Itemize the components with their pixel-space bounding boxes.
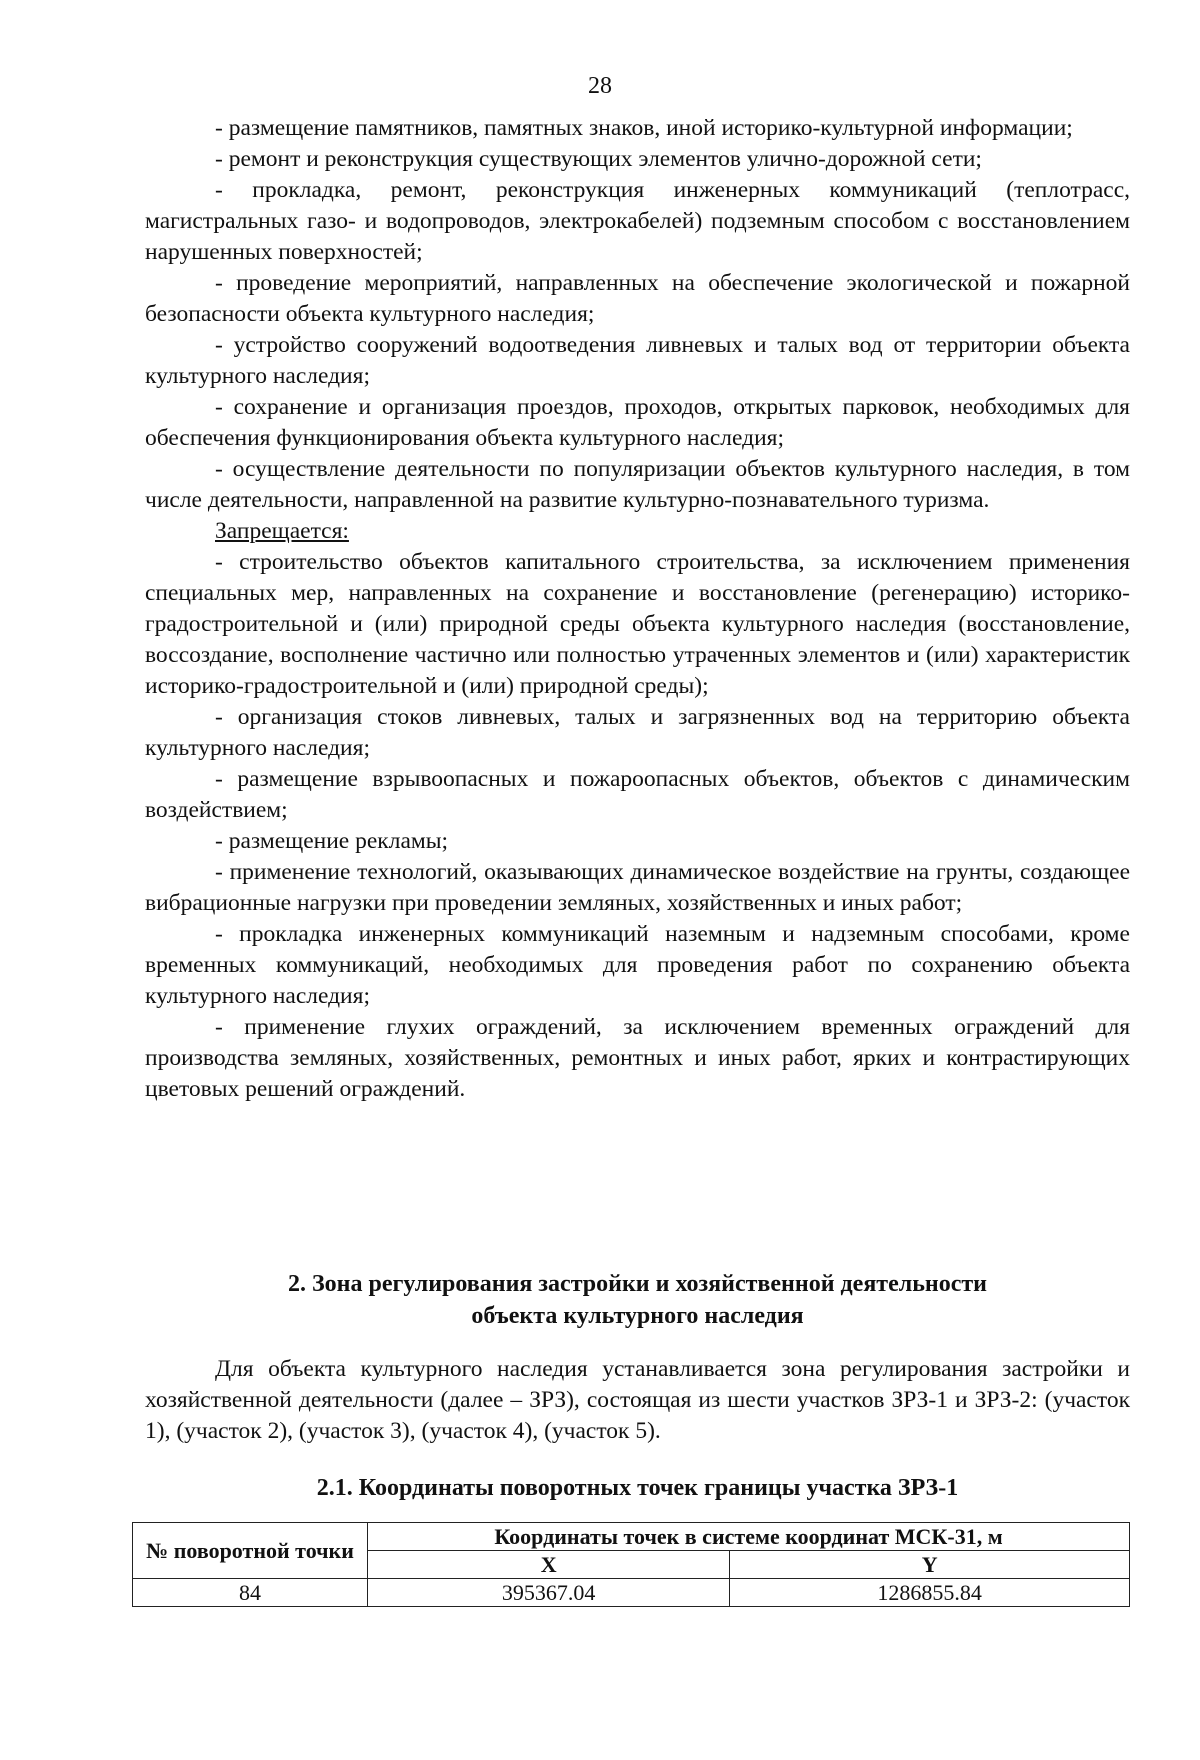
document-body	[145, 113, 1130, 1105]
list-item: - проведение мероприятий, направленных на обеспечение экологической и пожарной безопасности объекта культурного наследия;	[145, 270, 1130, 327]
header-point-number: № поворотной точки	[133, 1523, 368, 1579]
forbidden-item: - размещение рекламы;	[215, 828, 449, 854]
forbidden-item: - строительство объектов капитального строительства, за исключением применения специальных мер, направленных на сохранение и восстановление (регенерацию) историко-градостроительной и (или) природной среды объекта культурного наследия (восстановление, воссоздание, восполнение частично или полностью утраченных элементов и (или) характеристик историко-градостроительной и (или) природной среды);	[145, 549, 1130, 699]
forbidden-item: - размещение взрывоопасных и пожароопасных объектов, объектов с динамическим воздействием;	[145, 766, 1130, 823]
forbidden-heading: Запрещается:	[215, 518, 349, 544]
page-number: 28	[588, 73, 612, 99]
list-item: - осуществление деятельности по популяризации объектов культурного наследия, в том числе деятельности, направленной на развитие культурно-познавательного туризма.	[145, 456, 1130, 513]
coordinates-table	[132, 1522, 1130, 1607]
subsection-title: 2.1. Координаты поворотных точек границы участка ЗРЗ-1	[316, 1475, 959, 1501]
section-title	[145, 1268, 1130, 1332]
list-item: - размещение памятников, памятных знаков, иной историко-культурной информации;	[215, 115, 1073, 141]
forbidden-item: - организация стоков ливневых, талых и загрязненных вод на территорию объекта культурного наследия;	[145, 704, 1130, 761]
cell-x: 395367.04	[368, 1579, 730, 1607]
section-intro	[145, 1354, 1130, 1447]
section-title-line: 2. Зона регулирования застройки и хозяйственной деятельности	[287, 1271, 988, 1297]
forbidden-item: - прокладка инженерных коммуникаций наземным и надземным способами, кроме временных коммуникаций, необходимых для проведения работ по сохранению объекта культурного наследия;	[145, 921, 1130, 1009]
list-item: - прокладка, ремонт, реконструкция инженерных коммуникаций (теплотрасс, магистральных газо- и водопроводов, электрокабелей) подземным способом с восстановлением нарушенных поверхностей;	[145, 177, 1130, 265]
table-header-row	[133, 1523, 1130, 1551]
intro-paragraph: Для объекта культурного наследия устанавливается зона регулирования застройки и хозяйственной деятельности (далее – ЗРЗ), состоящая из шести участков ЗРЗ-1 и ЗРЗ-2: (участок 1), (участок 2), (участок 3), (участок 4), (участок 5).	[145, 1356, 1130, 1444]
list-item: - ремонт и реконструкция существующих элементов улично-дорожной сети;	[215, 146, 982, 172]
list-item: - устройство сооружений водоотведения ливневых и талых вод от территории объекта культурного наследия;	[145, 332, 1130, 389]
list-item: - сохранение и организация проездов, проходов, открытых парковок, необходимых для обеспечения функционирования объекта культурного наследия;	[145, 394, 1130, 451]
table-row	[133, 1579, 1130, 1607]
cell-point: 84	[133, 1579, 368, 1607]
section-title-line: объекта культурного наследия	[471, 1303, 804, 1329]
forbidden-item: - применение глухих ограждений, за исключением временных ограждений для производства земляных, хозяйственных, ремонтных и иных работ, ярких и контрастирующих цветовых решений ограждений.	[145, 1014, 1130, 1102]
header-x: X	[368, 1551, 730, 1579]
header-y: Y	[730, 1551, 1130, 1579]
cell-y: 1286855.84	[730, 1579, 1130, 1607]
header-coordinates: Координаты точек в системе координат МСК-31, м	[368, 1523, 1130, 1551]
forbidden-item: - применение технологий, оказывающих динамическое воздействие на грунты, создающее вибрационные нагрузки при проведении земляных, хозяйственных и иных работ;	[145, 859, 1130, 916]
